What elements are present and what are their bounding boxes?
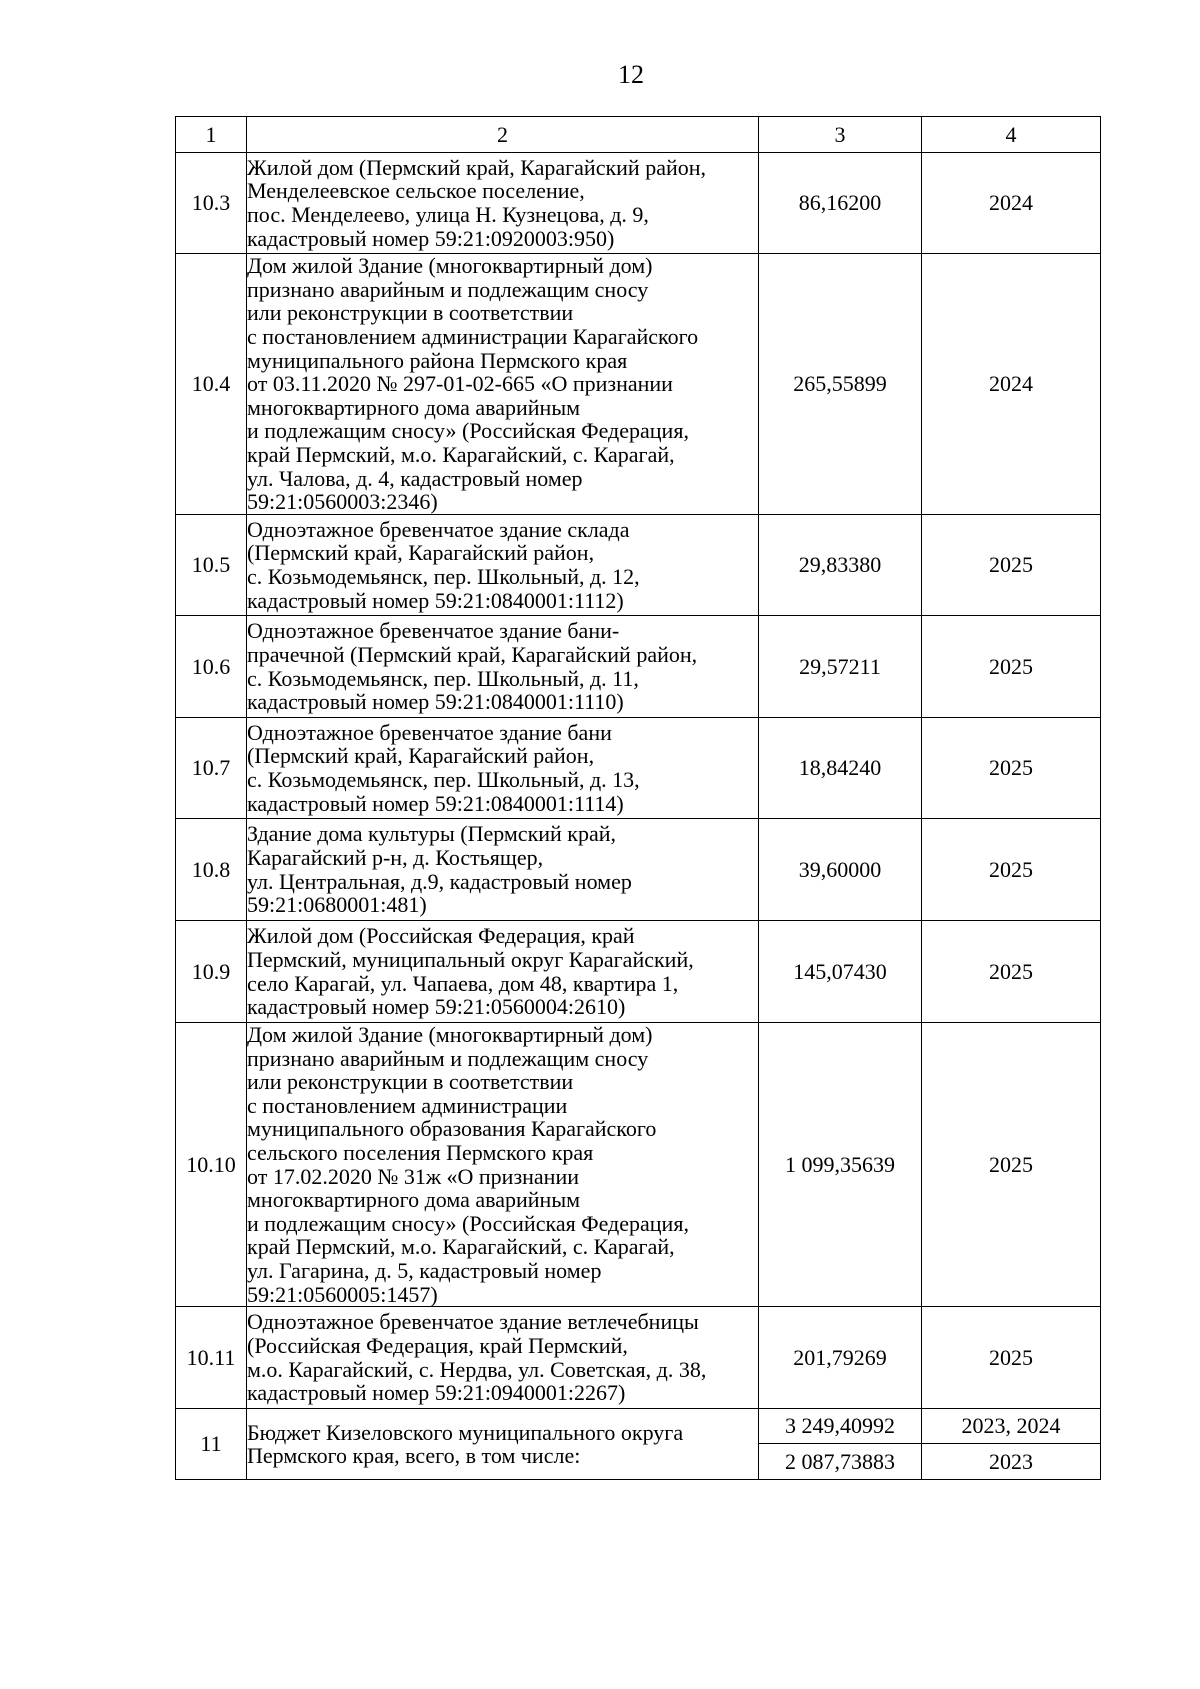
table-row bbox=[176, 254, 1101, 515]
description-line: с постановлением администрации Карагайского bbox=[247, 324, 699, 350]
amount-total: 3 249,40992 bbox=[759, 1409, 922, 1444]
description-line: с. Козьмодемьянск, пер. Школьный, д. 13, bbox=[247, 767, 640, 792]
description-line: кадастровый номер 59:21:0940001:2267) bbox=[247, 1380, 626, 1406]
row-number: 10.7 bbox=[176, 718, 247, 819]
year-range: 2023, 2024 bbox=[922, 1409, 1101, 1444]
description-line: 59:21:0560003:2346) bbox=[247, 489, 438, 515]
description-line: ул. Центральная, д.9, кадастровый номер bbox=[247, 868, 632, 894]
row-number: 11 bbox=[176, 1409, 247, 1480]
description-line: и подлежащим сносу» (Российская Федерация, bbox=[247, 418, 689, 444]
year-value: 2025 bbox=[922, 1307, 1101, 1409]
table-row bbox=[176, 616, 1101, 718]
description-line: Одноэтажное бревенчатое здание ветлечебницы bbox=[247, 1309, 699, 1335]
description-line: Здание дома культуры (Пермский край, bbox=[247, 821, 617, 847]
table-row bbox=[176, 1307, 1101, 1409]
row-number: 10.11 bbox=[176, 1307, 247, 1409]
description-line: с постановлением администрации bbox=[247, 1092, 568, 1118]
description-line: многоквартирного дома аварийным bbox=[247, 1187, 581, 1213]
description-line: Карагайский р-н, д. Костьящер, bbox=[247, 844, 544, 870]
object-description bbox=[247, 718, 759, 819]
description-line: пос. Менделеево, улица Н. Кузнецова, д. 9, bbox=[247, 202, 649, 227]
row-number: 10.3 bbox=[176, 153, 247, 254]
table-row bbox=[176, 921, 1101, 1023]
description-line: или реконструкции в соответствии bbox=[247, 1069, 574, 1095]
object-description bbox=[247, 616, 759, 718]
budget-description bbox=[247, 1409, 759, 1480]
description-line: от 03.11.2020 № 297-01-02-665 «О признании bbox=[247, 371, 673, 397]
table-row bbox=[176, 718, 1101, 819]
description-line: Жилой дом (Пермский край, Карагайский район, bbox=[247, 154, 707, 180]
page-number: 12 bbox=[618, 60, 644, 89]
amount-sub: 2 087,73883 bbox=[759, 1444, 922, 1480]
description-line: Одноэтажное бревенчатое здание бани- bbox=[247, 618, 620, 644]
description-line: (Пермский край, Карагайский район, bbox=[247, 540, 595, 566]
description-line: Дом жилой Здание (многоквартирный дом) bbox=[247, 253, 653, 279]
table-row-budget bbox=[176, 1409, 1101, 1444]
year-value: 2025 bbox=[922, 819, 1101, 921]
table-row bbox=[176, 819, 1101, 921]
description-line: 59:21:0560005:1457) bbox=[247, 1281, 438, 1307]
amount-value: 1 099,35639 bbox=[759, 1023, 922, 1307]
year-value: 2025 bbox=[922, 718, 1101, 819]
description-line: Жилой дом (Российская Федерация, край bbox=[247, 923, 635, 949]
description-line: Бюджет Кизеловского муниципального округа bbox=[247, 1419, 684, 1445]
description-line: Дом жилой Здание (многоквартирный дом) bbox=[247, 1022, 653, 1047]
row-number: 10.9 bbox=[176, 921, 247, 1023]
row-number: 10.5 bbox=[176, 515, 247, 616]
header-cell-1: 1 bbox=[176, 117, 247, 153]
description-line: признано аварийным и подлежащим сносу bbox=[247, 276, 649, 302]
header-row bbox=[176, 117, 1101, 153]
amount-value: 18,84240 bbox=[759, 718, 922, 819]
description-line: с. Козьмодемьянск, пер. Школьный, д. 11, bbox=[247, 665, 639, 691]
description-line: кадастровый номер 59:21:0840001:1114) bbox=[247, 790, 624, 816]
amount-value: 39,60000 bbox=[759, 819, 922, 921]
description-line: кадастровый номер 59:21:0920003:950) bbox=[247, 225, 615, 251]
description-line: муниципального образования Карагайского bbox=[247, 1116, 657, 1142]
table-row bbox=[176, 153, 1101, 254]
table-row bbox=[176, 1023, 1101, 1307]
object-description bbox=[247, 515, 759, 616]
description-line: кадастровый номер 59:21:0560004:2610) bbox=[247, 994, 626, 1020]
row-number: 10.8 bbox=[176, 819, 247, 921]
description-line: Пермского края, всего, в том числе: bbox=[247, 1443, 581, 1469]
description-line: край Пермский, м.о. Карагайский, с. Карагай, bbox=[247, 1234, 675, 1260]
description-line: признано аварийным и подлежащим сносу bbox=[247, 1045, 649, 1071]
description-line: (Пермский край, Карагайский район, bbox=[247, 743, 595, 769]
description-line: (Российская Федерация, край Пермский, bbox=[247, 1333, 628, 1359]
data-table bbox=[175, 116, 1101, 1480]
description-line: село Карагай, ул. Чапаева, дом 48, квартира 1, bbox=[247, 970, 679, 996]
object-description bbox=[247, 921, 759, 1023]
description-line: или реконструкции в соответствии bbox=[247, 300, 574, 326]
table-row bbox=[176, 515, 1101, 616]
year-sub: 2023 bbox=[922, 1444, 1101, 1480]
header-cell-2: 2 bbox=[247, 117, 759, 153]
amount-value: 201,79269 bbox=[759, 1307, 922, 1409]
description-line: кадастровый номер 59:21:0840001:1110) bbox=[247, 689, 624, 715]
object-description bbox=[247, 153, 759, 254]
description-line: ул. Гагарина, д. 5, кадастровый номер bbox=[247, 1257, 602, 1283]
year-value: 2025 bbox=[922, 1023, 1101, 1307]
description-line: от 17.02.2020 № 31ж «О признании bbox=[247, 1163, 579, 1189]
description-line: и подлежащим сносу» (Российская Федерация, bbox=[247, 1210, 689, 1236]
description-line: сельского поселения Пермского края bbox=[247, 1139, 594, 1165]
description-line: муниципального района Пермского края bbox=[247, 347, 628, 373]
object-description bbox=[247, 819, 759, 921]
description-line: Одноэтажное бревенчатое здание бани bbox=[247, 719, 612, 745]
amount-value: 29,83380 bbox=[759, 515, 922, 616]
description-line: м.о. Карагайский, с. Нердва, ул. Советская, д. 38, bbox=[247, 1356, 707, 1382]
year-value: 2025 bbox=[922, 616, 1101, 718]
row-number: 10.4 bbox=[176, 254, 247, 515]
row-number: 10.10 bbox=[176, 1023, 247, 1307]
object-description bbox=[247, 254, 759, 515]
header-cell-4: 4 bbox=[922, 117, 1101, 153]
object-description bbox=[247, 1023, 759, 1307]
description-line: край Пермский, м.о. Карагайский, с. Карагай, bbox=[247, 441, 675, 467]
amount-value: 29,57211 bbox=[759, 616, 922, 718]
description-line: кадастровый номер 59:21:0840001:1112) bbox=[247, 587, 624, 613]
description-line: 59:21:0680001:481) bbox=[247, 892, 427, 918]
description-line: с. Козьмодемьянск, пер. Школьный, д. 12, bbox=[247, 564, 640, 589]
year-value: 2025 bbox=[922, 921, 1101, 1023]
object-description bbox=[247, 1307, 759, 1409]
amount-value: 86,16200 bbox=[759, 153, 922, 254]
description-line: прачечной (Пермский край, Карагайский район, bbox=[247, 641, 698, 667]
description-line: Пермский, муниципальный округ Карагайский, bbox=[247, 946, 694, 972]
description-line: многоквартирного дома аварийным bbox=[247, 394, 581, 420]
row-number: 10.6 bbox=[176, 616, 247, 718]
amount-value: 145,07430 bbox=[759, 921, 922, 1023]
year-value: 2024 bbox=[922, 153, 1101, 254]
description-line: Одноэтажное бревенчатое здание склада bbox=[247, 516, 630, 542]
description-line: Менделеевское сельское поселение, bbox=[247, 178, 585, 204]
header-cell-3: 3 bbox=[759, 117, 922, 153]
amount-value: 265,55899 bbox=[759, 254, 922, 515]
description-line: ул. Чалова, д. 4, кадастровый номер bbox=[247, 465, 583, 491]
year-value: 2025 bbox=[922, 515, 1101, 616]
year-value: 2024 bbox=[922, 254, 1101, 515]
